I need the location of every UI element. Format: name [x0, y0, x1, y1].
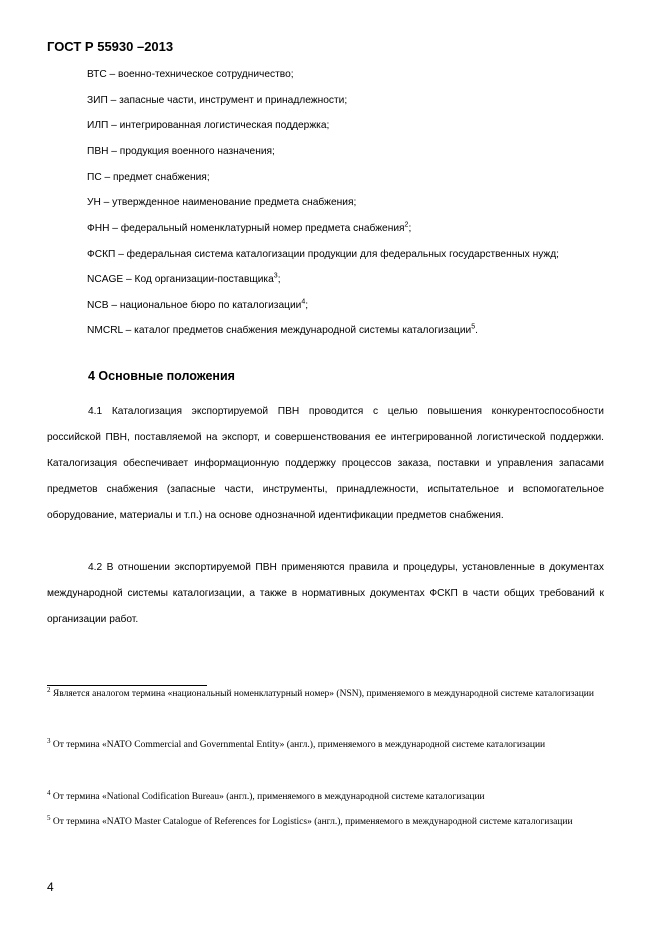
- abbreviation-item: ВТС – военно-техническое сотрудничество;: [87, 69, 294, 80]
- document-header: ГОСТ Р 55930 –2013: [47, 39, 174, 54]
- section-heading: 4 Основные положения: [88, 369, 235, 383]
- footnote: $^2$ Является аналогом термина «национальный номенклатурный номер» (NSN), применяемого в международной системе каталогизации: [47, 685, 594, 699]
- abbreviation-item: NCAGE – Код организации-поставщика$^3$;: [87, 272, 281, 285]
- abbreviation-item: ФНН – федеральный номенклатурный номер предмета снабжения$^2$;: [87, 221, 412, 234]
- footnote: $^5$ От термина «NATO Master Catalogue of References for Logistics» (англ.), применяемого в международной системе каталогизации: [47, 813, 573, 827]
- abbreviation-item: УН – утвержденное наименование предмета снабжения;: [87, 197, 357, 208]
- abbreviation-item: ПВН – продукция военного назначения;: [87, 146, 275, 157]
- abbreviation-item: ЗИП – запасные части, инструмент и принадлежности;: [87, 95, 348, 106]
- abbreviation-item: NMCRL – каталог предметов снабжения международной системы каталогизации$^5$.: [87, 323, 478, 336]
- page-number: 4: [47, 880, 54, 894]
- abbreviation-item: ФСКП – федеральная система каталогизации продукции для федеральных государственных нужд;: [87, 249, 560, 260]
- paragraph-4-1: 4.1 Каталогизация экспортируемой ПВН проводится с целью повышения конкурентоспособности российской ПВН, поставляемой на экспорт, и совершенствования ее интегрированной логистической поддержки. Каталогизация обеспечивает информационную поддержку процессов заказа, поставки и управления запасами предметов снабжения (запасные части, инструменты, принадлежности, испытательное и вспомогательное оборудование, материалы и т.п.) на основе однозначной идентификации предметов снабжения.: [47, 406, 604, 521]
- abbreviation-item: NCB – национальное бюро по каталогизации$^4$;: [87, 298, 309, 311]
- footnote: $^4$ От термина «National Codification Bureau» (англ.), применяемого в международной системе каталогизации: [47, 788, 485, 802]
- abbreviation-item: ИЛП – интегрированная логистическая поддержка;: [87, 120, 330, 131]
- paragraph-4-2: 4.2 В отношении экспортируемой ПВН применяются правила и процедуры, установленные в документах международной системы каталогизации, а также в нормативных документах ФСКП в части общих требований к организации работ.: [47, 562, 604, 625]
- abbreviation-item: ПС – предмет снабжения;: [87, 172, 210, 183]
- footnote: $^3$ От термина «NATO Commercial and Governmental Entity» (англ.), применяемого в международной системе каталогизации: [47, 736, 546, 750]
